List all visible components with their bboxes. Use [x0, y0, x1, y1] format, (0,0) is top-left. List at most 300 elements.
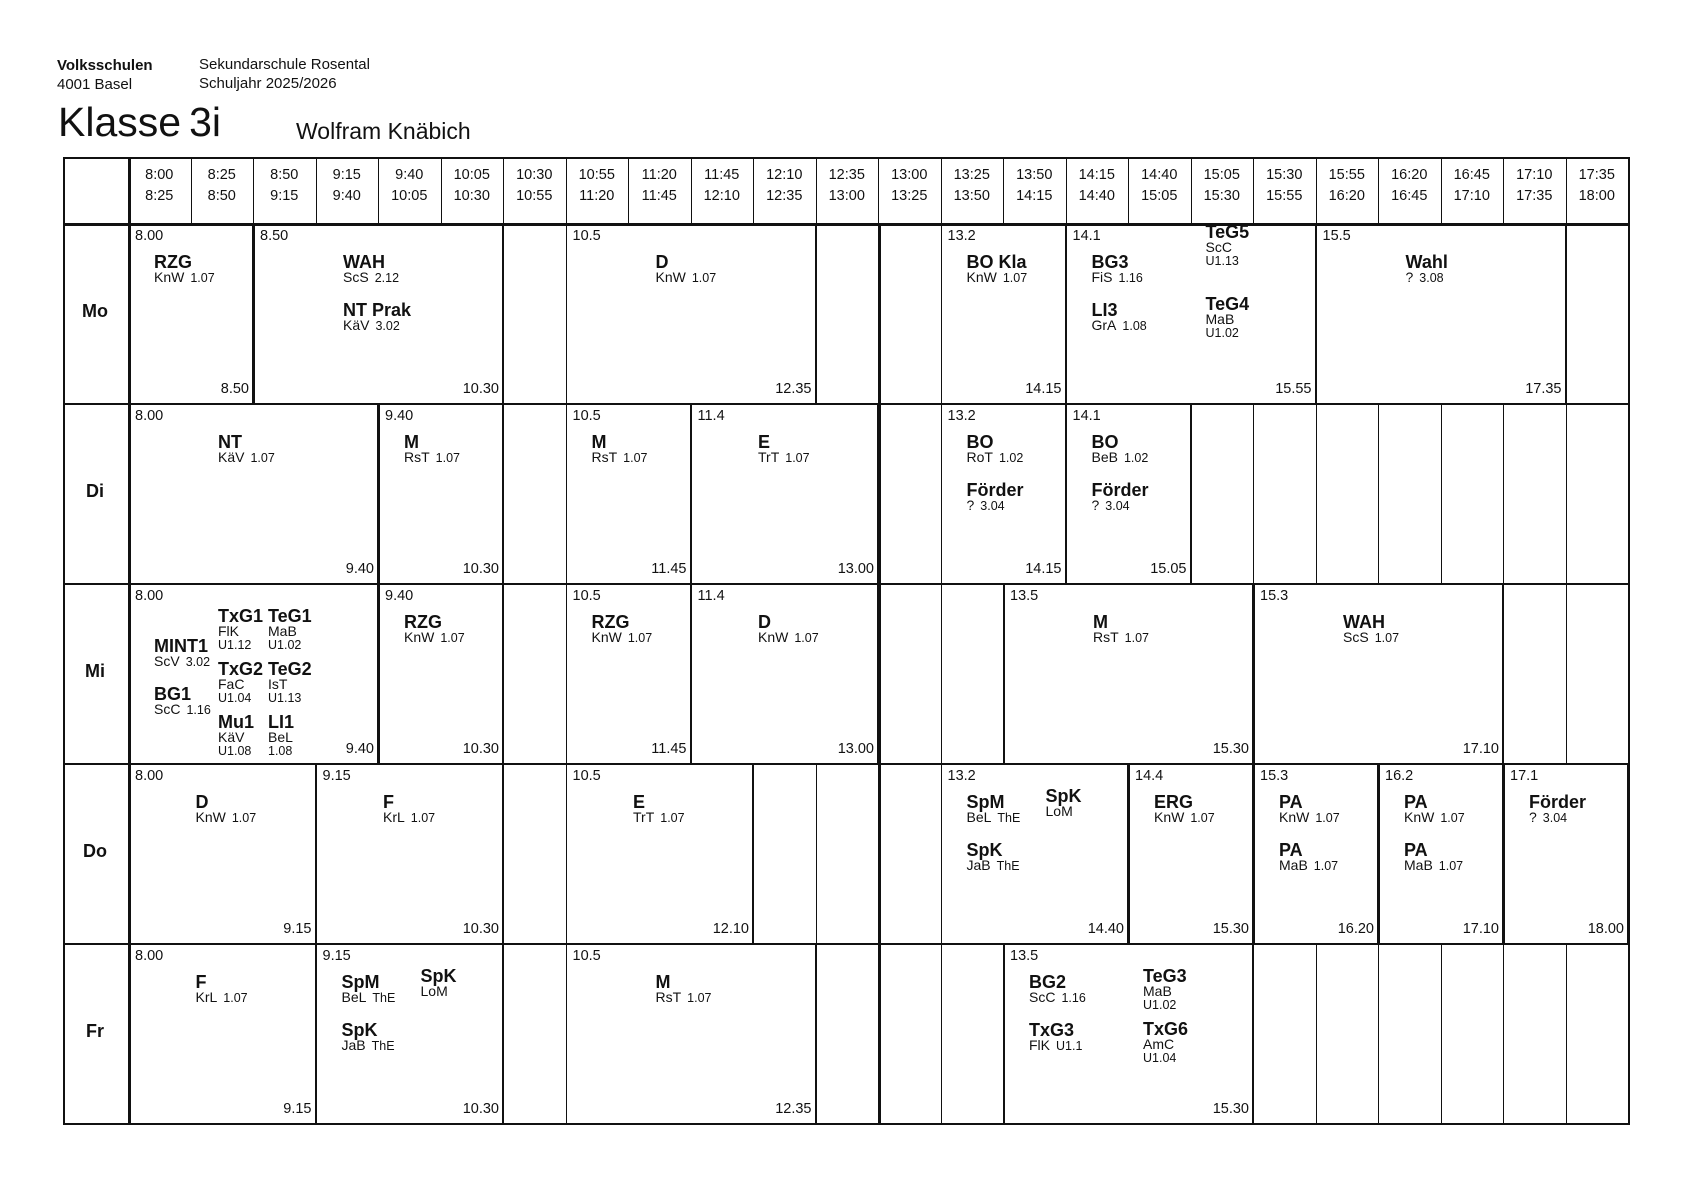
- lesson-room: 1.07: [231, 811, 257, 825]
- lesson-teacher: ?: [1091, 497, 1100, 513]
- lesson-teacher-room: [1206, 240, 1239, 268]
- lesson-subject: SpK: [1045, 786, 1082, 806]
- lesson-room: 1.16: [1061, 991, 1086, 1005]
- lesson-teacher-room: [967, 498, 1005, 513]
- lesson-room: 3.04: [1105, 499, 1130, 513]
- lesson-teacher-room: [967, 270, 1028, 285]
- lesson-room: U1.13: [1205, 254, 1239, 268]
- lesson-room: 1.08: [268, 743, 293, 758]
- lesson-teacher: KäV: [218, 728, 245, 745]
- lesson-room: 2.12: [374, 271, 400, 285]
- lesson-border-left: [691, 403, 693, 583]
- lesson-teacher-room: [1029, 1038, 1082, 1053]
- slot-from: 12:10: [766, 167, 803, 183]
- slot-header: [378, 165, 441, 207]
- slot-to: 13:25: [891, 188, 928, 204]
- lesson-block: [566, 223, 816, 403]
- lesson-teacher: KrL: [195, 989, 218, 1005]
- empty-slot-divider: [1441, 943, 1442, 1123]
- lesson-end-time: 12.10: [712, 921, 749, 937]
- lesson-subject: BO: [1091, 432, 1119, 452]
- lesson-teacher: KnW: [758, 629, 789, 645]
- lesson-border-left: [566, 763, 568, 943]
- lesson-teacher: ScC: [1205, 239, 1232, 255]
- lesson-subject: Wahl: [1405, 252, 1448, 272]
- lesson-teacher: KnW: [966, 269, 997, 285]
- lesson-teacher-room: [1143, 1037, 1176, 1065]
- lesson-teacher: KäV: [343, 317, 370, 333]
- lesson-room: U1.02: [268, 638, 302, 652]
- lesson-subject: SpK: [420, 966, 457, 986]
- lesson-teacher-room: [1529, 810, 1567, 825]
- lesson-block: [566, 583, 691, 763]
- slot-header: [1441, 165, 1504, 207]
- lesson-teacher: KnW: [1404, 809, 1435, 825]
- lesson-teacher: GrA: [1091, 317, 1117, 333]
- lesson-border-right: [502, 763, 504, 943]
- lesson-teacher-room: [967, 450, 1024, 465]
- lesson-teacher-room: [758, 630, 819, 645]
- slot-header: [128, 165, 191, 207]
- lesson-teacher-room: [1404, 858, 1463, 873]
- lesson-border-left: [566, 403, 568, 583]
- lesson-end-time: 9.15: [283, 921, 312, 937]
- lesson-room: 1.07: [1315, 811, 1340, 825]
- lesson-room: 1.07: [410, 811, 436, 825]
- slot-from: 13:25: [953, 167, 990, 183]
- lesson-start-time: 14.1: [1072, 228, 1101, 244]
- lesson-subject: F: [383, 792, 394, 812]
- lesson-teacher: FlK: [1029, 1037, 1050, 1053]
- empty-slot-divider: [1316, 943, 1317, 1123]
- lesson-subject: SpK: [966, 840, 1003, 860]
- lesson-border-left: [566, 223, 568, 403]
- lesson-teacher: ScC: [1029, 989, 1056, 1005]
- lesson-teacher-room: [1279, 810, 1340, 825]
- lesson-teacher: KnW: [154, 269, 185, 285]
- slot-header: [878, 165, 941, 207]
- lesson-block: [128, 763, 316, 943]
- lesson-teacher: ?: [1405, 269, 1414, 285]
- lesson-teacher-room: [154, 654, 210, 669]
- lesson-block: [378, 403, 503, 583]
- lesson-room: 1.07: [440, 631, 465, 645]
- slot-from: 8:00: [145, 167, 174, 183]
- lesson-teacher-room: [196, 990, 248, 1005]
- lesson-border-right: [1565, 223, 1567, 403]
- lesson-teacher: TrT: [758, 449, 780, 465]
- lesson-teacher-room: [343, 318, 400, 333]
- lesson-border-left: [1253, 763, 1255, 943]
- slot-header: [628, 165, 691, 207]
- lesson-border-left: [253, 223, 255, 403]
- lesson-teacher-room: [1092, 450, 1149, 465]
- lunch-divider: [878, 223, 881, 1123]
- lesson-end-time: 15.55: [1275, 381, 1312, 397]
- lesson-room: 3.04: [980, 499, 1005, 513]
- lesson-start-time: 9.15: [322, 948, 351, 964]
- teacher-name: Wolfram Knäbich: [296, 118, 471, 144]
- empty-slot-divider: [1316, 403, 1317, 583]
- lesson-end-time: 14.40: [1087, 921, 1124, 937]
- lesson-teacher: TrT: [633, 809, 655, 825]
- lesson-border-left: [128, 403, 130, 583]
- lesson-block: [1066, 403, 1191, 583]
- lesson-subject: PA: [1279, 792, 1303, 812]
- lesson-end-time: 14.15: [1025, 561, 1062, 577]
- lesson-start-time: 10.5: [572, 228, 601, 244]
- lesson-block: [691, 403, 879, 583]
- lesson-teacher: ScV: [154, 653, 180, 669]
- lesson-end-time: 15.30: [1212, 741, 1249, 757]
- lesson-start-time: 8.00: [135, 948, 164, 964]
- lesson-room: U1.02: [1205, 326, 1239, 340]
- lesson-border-right: [815, 943, 817, 1123]
- lesson-block: [128, 403, 378, 583]
- lesson-start-time: 15.3: [1260, 588, 1289, 604]
- slot-to: 15:55: [1266, 188, 1303, 204]
- lesson-teacher-room: [343, 270, 399, 285]
- lesson-room: U1.04: [218, 690, 252, 705]
- lesson-subject: Mu1: [218, 711, 254, 732]
- lesson-teacher: BeL: [966, 809, 992, 825]
- lesson-teacher: KnW: [591, 629, 622, 645]
- lesson-room: 1.07: [785, 451, 810, 465]
- lesson-border-left: [1128, 763, 1130, 943]
- lesson-border-right: [1252, 943, 1254, 1123]
- lesson-teacher: ?: [1529, 809, 1537, 825]
- lesson-start-time: 13.5: [1010, 948, 1039, 964]
- lesson-teacher-room: [383, 810, 435, 825]
- slot-to: 17:10: [1453, 188, 1490, 204]
- empty-slot-divider: [941, 943, 942, 1123]
- lesson-subject: RZG: [404, 612, 442, 632]
- slot-header: [941, 165, 1004, 207]
- lesson-start-time: 8.00: [135, 408, 164, 424]
- lesson-block: [1253, 583, 1503, 763]
- lesson-teacher-room: [633, 810, 685, 825]
- slot-from: 9:15: [332, 167, 361, 183]
- lesson-border-left: [128, 763, 130, 943]
- slot-to: 14:15: [1016, 188, 1053, 204]
- lesson-teacher-room: [967, 810, 1021, 825]
- lesson-end-time: 10.30: [462, 741, 499, 757]
- lesson-subject: LI3: [1091, 300, 1118, 320]
- empty-slot-divider: [1566, 583, 1567, 763]
- slot-to: 15:05: [1141, 188, 1178, 204]
- day-label: Fr: [86, 1021, 104, 1041]
- lesson-border-left: [1503, 763, 1505, 943]
- slot-from: 15:55: [1328, 167, 1365, 183]
- lesson-start-time: 9.15: [322, 768, 351, 784]
- lesson-subject: SpM: [341, 972, 380, 992]
- lesson-subject: Förder: [966, 480, 1024, 500]
- slot-to: 8:25: [145, 188, 174, 204]
- slot-to: 10:55: [516, 188, 553, 204]
- lesson-subject: WAH: [343, 252, 385, 272]
- lesson-start-time: 9.40: [385, 408, 414, 424]
- lesson-room: 1.08: [1122, 319, 1147, 333]
- slot-to: 13:00: [828, 188, 865, 204]
- lesson-room: 1.07: [435, 451, 461, 465]
- slot-header: [441, 165, 504, 207]
- lesson-room: 1.02: [1123, 451, 1149, 465]
- slot-header: [1191, 165, 1254, 207]
- slot-to: 18:00: [1578, 188, 1615, 204]
- day-label: Mo: [82, 301, 108, 321]
- empty-slot-divider: [1378, 403, 1379, 583]
- lesson-border-left: [316, 763, 318, 943]
- lesson-teacher: MaB: [1205, 311, 1235, 327]
- lesson-subject: F: [195, 972, 207, 992]
- lesson-subject: TeG5: [1205, 222, 1250, 242]
- slot-to: 10:30: [453, 188, 490, 204]
- lesson-teacher: MaB: [1143, 983, 1172, 999]
- slot-from: 13:50: [1016, 167, 1053, 183]
- lesson-block: [253, 223, 503, 403]
- lesson-border-left: [378, 403, 380, 583]
- lesson-room: 3.04: [1542, 811, 1568, 825]
- slot-header: [753, 165, 816, 207]
- lesson-teacher: ScS: [343, 269, 369, 285]
- lesson-subject: TxG3: [1029, 1020, 1075, 1040]
- grid-border-bottom: [63, 1123, 1630, 1125]
- lesson-teacher-room: [1154, 810, 1215, 825]
- lesson-teacher-room: [656, 990, 712, 1005]
- slot-from: 11:20: [641, 167, 677, 183]
- slot-to: 12:10: [703, 188, 740, 204]
- school-name: Sekundarschule Rosental: [199, 56, 370, 73]
- day-label: Do: [83, 841, 107, 861]
- day-label: Mi: [85, 661, 105, 681]
- lesson-border-left: [1003, 943, 1005, 1123]
- lesson-border-right: [752, 763, 754, 943]
- lesson-subject: TeG2: [268, 658, 312, 679]
- lesson-subject: D: [655, 252, 669, 272]
- lesson-room: 1.07: [691, 271, 717, 285]
- lesson-subject: BO: [966, 432, 994, 452]
- lesson-room: 1.07: [1190, 811, 1215, 825]
- lesson-teacher: FlK: [218, 623, 239, 639]
- lesson-teacher: KnW: [1279, 809, 1310, 825]
- lesson-teacher-room: [1206, 312, 1239, 340]
- lesson-start-time: 15.5: [1322, 228, 1351, 244]
- empty-slot-divider: [1253, 403, 1254, 583]
- lesson-teacher-room: [154, 270, 215, 285]
- empty-slot-divider: [941, 583, 942, 763]
- lesson-start-time: 11.4: [697, 588, 725, 604]
- lesson-border-left: [566, 583, 568, 763]
- lesson-teacher-room: [758, 450, 810, 465]
- lesson-subject: SpK: [341, 1020, 378, 1040]
- lesson-subject: BG2: [1029, 972, 1067, 992]
- lesson-teacher: JaB: [966, 857, 991, 873]
- lesson-subject: BO Kla: [966, 252, 1027, 272]
- lesson-teacher: FaC: [218, 675, 245, 692]
- lesson-subject: PA: [1404, 840, 1428, 860]
- lesson-teacher: MaB: [268, 623, 297, 639]
- class-word: Klasse: [58, 99, 182, 145]
- lesson-subject: D: [195, 792, 209, 812]
- slot-from: 15:05: [1203, 167, 1240, 183]
- lesson-end-time: 9.15: [283, 1101, 312, 1117]
- lesson-border-right: [1627, 763, 1629, 943]
- lesson-start-time: 8.50: [260, 228, 289, 244]
- lesson-subject: NT Prak: [343, 300, 412, 320]
- lesson-start-time: 16.2: [1385, 768, 1414, 784]
- lesson-start-time: 9.40: [385, 588, 414, 604]
- lesson-block: [128, 223, 253, 403]
- lesson-teacher: MaB: [1404, 857, 1433, 873]
- lesson-subject: M: [655, 972, 671, 992]
- lesson-teacher-room: [1092, 270, 1143, 285]
- slot-from: 14:15: [1078, 167, 1115, 183]
- lesson-subject: TxG1: [218, 606, 264, 626]
- lesson-teacher-room: [404, 630, 465, 645]
- lesson-room: 1.07: [687, 991, 712, 1005]
- lesson-block: [691, 583, 879, 763]
- slot-to: 17:35: [1516, 188, 1553, 204]
- lesson-room: 1.07: [1440, 811, 1465, 825]
- lesson-teacher: RsT: [1093, 629, 1119, 645]
- lesson-teacher-room: [1404, 810, 1465, 825]
- lesson-subject: BG3: [1091, 252, 1129, 272]
- lesson-room: 1.07: [1313, 859, 1339, 873]
- lesson-room: 1.07: [190, 271, 215, 285]
- org-name: Volksschulen: [57, 57, 153, 74]
- lesson-teacher-room: [1093, 630, 1149, 645]
- lesson-subject: WAH: [1343, 612, 1385, 632]
- slot-header: [566, 165, 629, 207]
- lesson-end-time: 9.40: [345, 741, 374, 757]
- lesson-teacher-room: [342, 1038, 395, 1053]
- lesson-end-time: 11.45: [651, 741, 687, 757]
- lesson-room: U1.04: [1143, 1050, 1177, 1065]
- lesson-start-time: 10.5: [572, 948, 601, 964]
- slot-from: 14:40: [1141, 167, 1178, 183]
- lesson-block: [941, 403, 1066, 583]
- lesson-room: 1.07: [627, 631, 653, 645]
- lesson-room: 1.07: [660, 811, 685, 825]
- lesson-block: [941, 223, 1066, 403]
- lesson-room: ThE: [996, 859, 1020, 873]
- lesson-teacher-room: [656, 270, 717, 285]
- lesson-teacher-room: [1029, 990, 1086, 1005]
- lesson-subject: M: [1093, 612, 1108, 632]
- lesson-teacher: KrL: [383, 809, 405, 825]
- lesson-teacher: JaB: [341, 1037, 366, 1053]
- slot-from: 11:45: [704, 167, 740, 183]
- slot-from: 8:25: [207, 167, 236, 183]
- lesson-border-left: [128, 583, 130, 763]
- lesson-teacher: AmC: [1143, 1035, 1175, 1052]
- lesson-start-time: 13.2: [947, 768, 976, 784]
- lesson-room: 1.07: [623, 451, 648, 465]
- lesson-border-left: [378, 583, 380, 763]
- lesson-block: [378, 583, 503, 763]
- lesson-teacher-room: [404, 450, 460, 465]
- lesson-teacher-room: [268, 624, 301, 652]
- lesson-subject: TeG1: [268, 606, 312, 626]
- lesson-border-left: [566, 943, 568, 1123]
- lesson-teacher: KnW: [195, 809, 226, 825]
- lesson-subject: TeG4: [1205, 294, 1250, 314]
- lesson-subject: LI1: [268, 711, 295, 732]
- lesson-teacher-room: [592, 630, 653, 645]
- lesson-end-time: 12.35: [775, 1101, 812, 1117]
- lesson-start-time: 17.1: [1510, 768, 1539, 784]
- lesson-end-time: 9.40: [345, 561, 374, 577]
- lesson-end-time: 15.05: [1150, 561, 1187, 577]
- lesson-teacher-room: [342, 990, 396, 1005]
- lesson-border-left: [1066, 223, 1068, 403]
- lesson-teacher: ScS: [1343, 629, 1369, 645]
- lesson-teacher: BeB: [1091, 449, 1118, 465]
- lesson-room: ThE: [997, 811, 1021, 825]
- slot-header: [1253, 165, 1316, 207]
- lesson-room: 3.08: [1419, 271, 1444, 285]
- lesson-subject: TxG2: [218, 658, 264, 679]
- lesson-room: U1.02: [1143, 998, 1177, 1012]
- lesson-end-time: 11.45: [651, 561, 687, 577]
- lesson-block: [1003, 583, 1253, 763]
- lesson-start-time: 10.5: [572, 588, 601, 604]
- lesson-subject: NT: [218, 432, 242, 452]
- lesson-end-time: 17.10: [1462, 921, 1499, 937]
- slot-to: 11:45: [641, 188, 677, 204]
- lesson-block: [566, 763, 754, 943]
- grid-border-top: [63, 157, 1628, 159]
- lesson-room: 1.16: [186, 703, 211, 717]
- slot-from: 10:55: [578, 167, 615, 183]
- school-year: Schuljahr 2025/2026: [199, 75, 337, 92]
- lesson-start-time: 8.00: [135, 588, 164, 604]
- lesson-subject: M: [404, 432, 419, 452]
- lesson-start-time: 10.5: [572, 408, 601, 424]
- lesson-block: [1128, 763, 1253, 943]
- lesson-border-left: [316, 943, 318, 1123]
- lesson-block: [1378, 763, 1503, 943]
- slot-header: [503, 165, 566, 207]
- lesson-room: ThE: [372, 991, 396, 1005]
- slot-header: [1378, 165, 1441, 207]
- lesson-end-time: 18.00: [1587, 921, 1624, 937]
- lesson-teacher-room: [967, 858, 1020, 873]
- lesson-subject: SpM: [966, 792, 1005, 812]
- lesson-border-left: [1316, 223, 1318, 403]
- lesson-border-left: [1066, 403, 1068, 583]
- lesson-start-time: 8.00: [135, 228, 164, 244]
- lesson-subject: D: [758, 612, 771, 632]
- lesson-teacher: LoM: [420, 983, 448, 999]
- slot-to: 12:35: [766, 188, 803, 204]
- lesson-teacher-room: [1092, 498, 1130, 513]
- lesson-teacher: BeL: [268, 728, 293, 745]
- lesson-teacher-room: [421, 984, 448, 998]
- lesson-room: 1.02: [998, 451, 1024, 465]
- lesson-subject: E: [758, 432, 771, 452]
- slot-to: 16:20: [1328, 188, 1365, 204]
- slot-to: 15:30: [1203, 188, 1240, 204]
- lesson-teacher: KäV: [218, 449, 245, 465]
- lesson-room: 3.02: [375, 319, 400, 333]
- slot-from: 10:30: [516, 167, 553, 183]
- lesson-room: 1.07: [794, 631, 819, 645]
- lesson-border-right: [1502, 583, 1504, 763]
- lesson-room: 1.07: [1438, 859, 1464, 873]
- lesson-end-time: 17.10: [1462, 741, 1499, 757]
- slot-from: 13:00: [891, 167, 928, 183]
